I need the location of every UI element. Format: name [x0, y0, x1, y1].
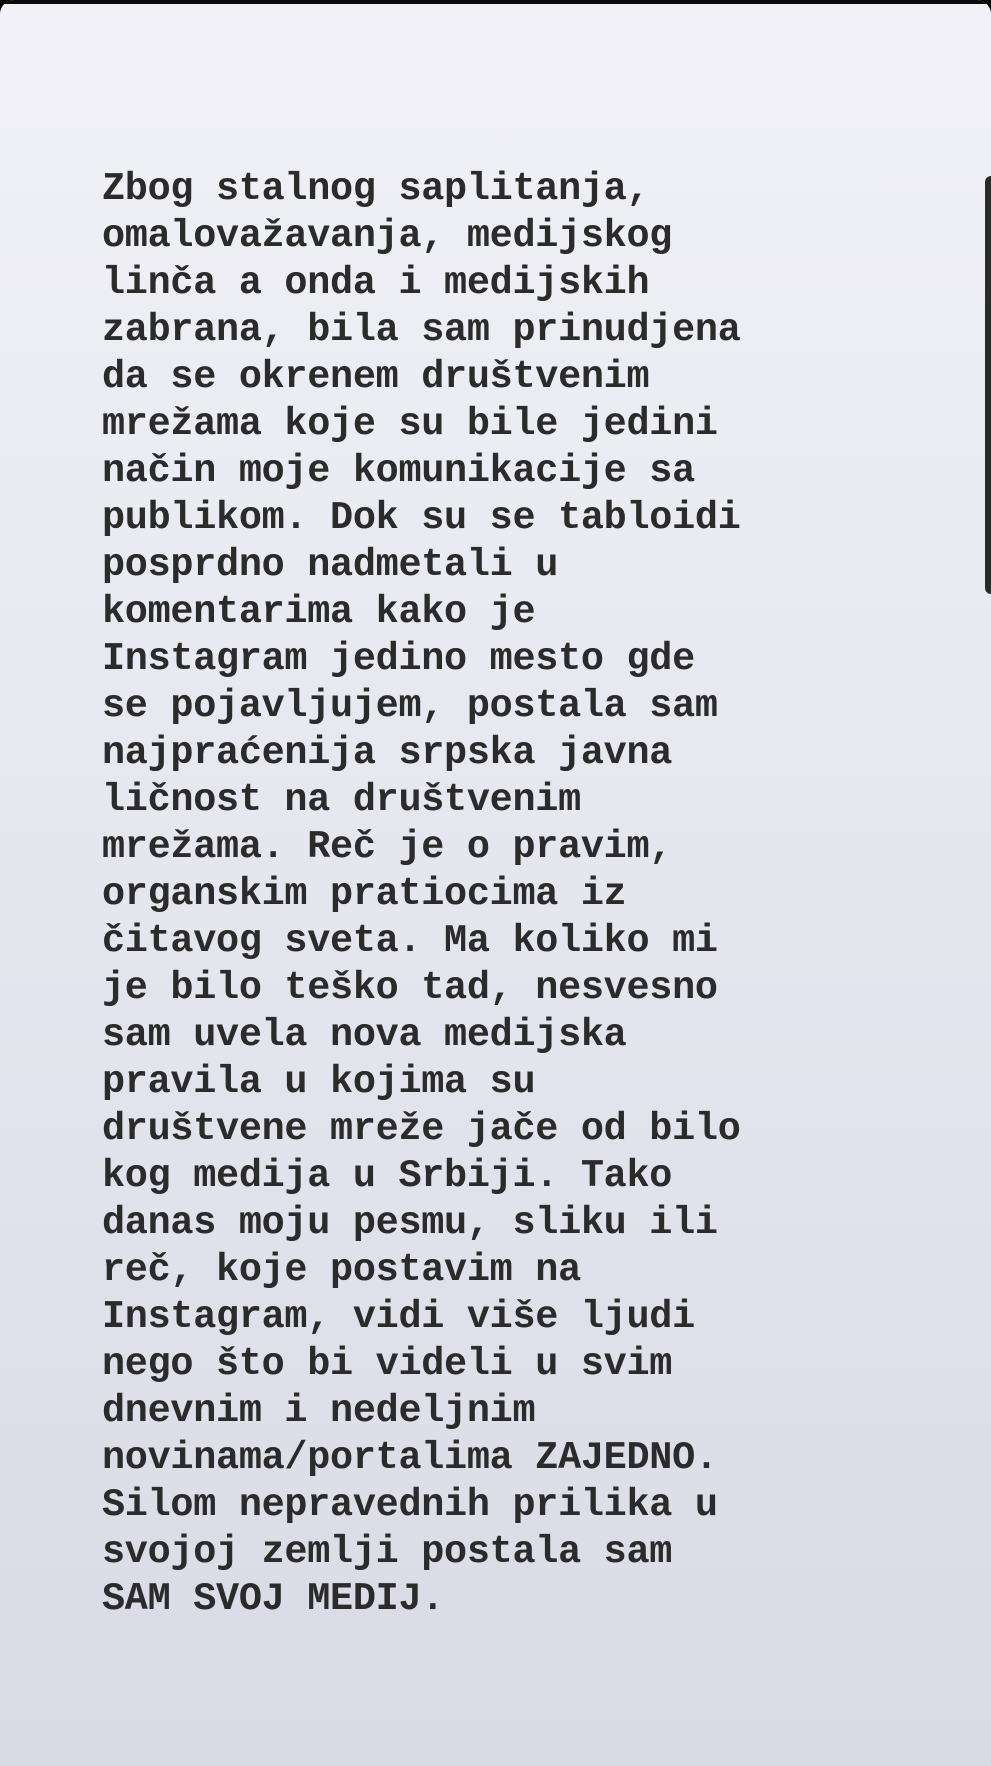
story-text-line: Instagram jedino mesto gde	[102, 637, 695, 681]
story-text-line: omalovažavanja, medijskog	[102, 214, 673, 258]
story-text-line: dnevnim i nedeljnim	[102, 1389, 536, 1433]
story-text-line: novinama/portalima ZAJEDNO.	[102, 1436, 718, 1480]
story-text-line: linča a onda i medijskih	[102, 261, 650, 305]
story-text-line: čitavog sveta. Ma koliko mi	[102, 919, 718, 963]
scroll-handle[interactable]	[985, 176, 991, 594]
story-text-line: da se okrenem društvenim	[102, 355, 650, 399]
story-text-line: publikom. Dok su se tabloidi	[102, 496, 741, 540]
story-text-line: pravila u kojima su	[102, 1060, 536, 1104]
story-text-line: najpraćenija srpska javna	[102, 731, 673, 775]
story-text-line: posprdno nadmetali u	[102, 543, 559, 587]
story-text-block	[102, 166, 942, 1623]
story-text-line: ličnost na društvenim	[102, 778, 581, 822]
story-text-line: kog medija u Srbiji. Tako	[102, 1154, 673, 1198]
story-text-line: Zbog stalnog saplitanja,	[102, 167, 650, 211]
story-text-line: danas moju pesmu, sliku ili	[102, 1201, 718, 1245]
story-text-line: komentarima kako je	[102, 590, 536, 634]
story-text-line: je bilo teško tad, nesvesno	[102, 966, 718, 1010]
story-text-line: nego što bi videli u svim	[102, 1342, 673, 1386]
story-text-line: SAM SVOJ MEDIJ.	[102, 1577, 445, 1621]
story-text-line: se pojavljujem, postala sam	[102, 684, 718, 728]
story-text-line: svojoj zemlji postala sam	[102, 1530, 673, 1574]
story-text-line: Instagram, vidi više ljudi	[102, 1295, 695, 1339]
story-text-line: zabrana, bila sam prinudjena	[102, 308, 741, 352]
story-text-line: mrežama koje su bile jedini	[102, 402, 718, 446]
screen-top-edge	[0, 0, 991, 4]
story-text-line: Silom nepravednih prilika u	[102, 1483, 718, 1527]
story-text-line: mrežama. Reč je o pravim,	[102, 825, 673, 869]
story-text-line: način moje komunikacije sa	[102, 449, 695, 493]
story-text-line: reč, koje postavim na	[102, 1248, 581, 1292]
story-text-line: društvene mreže jače od bilo	[102, 1107, 741, 1151]
story-text-line: organskim pratiocima iz	[102, 872, 627, 916]
story-text-line: sam uvela nova medijska	[102, 1013, 627, 1057]
